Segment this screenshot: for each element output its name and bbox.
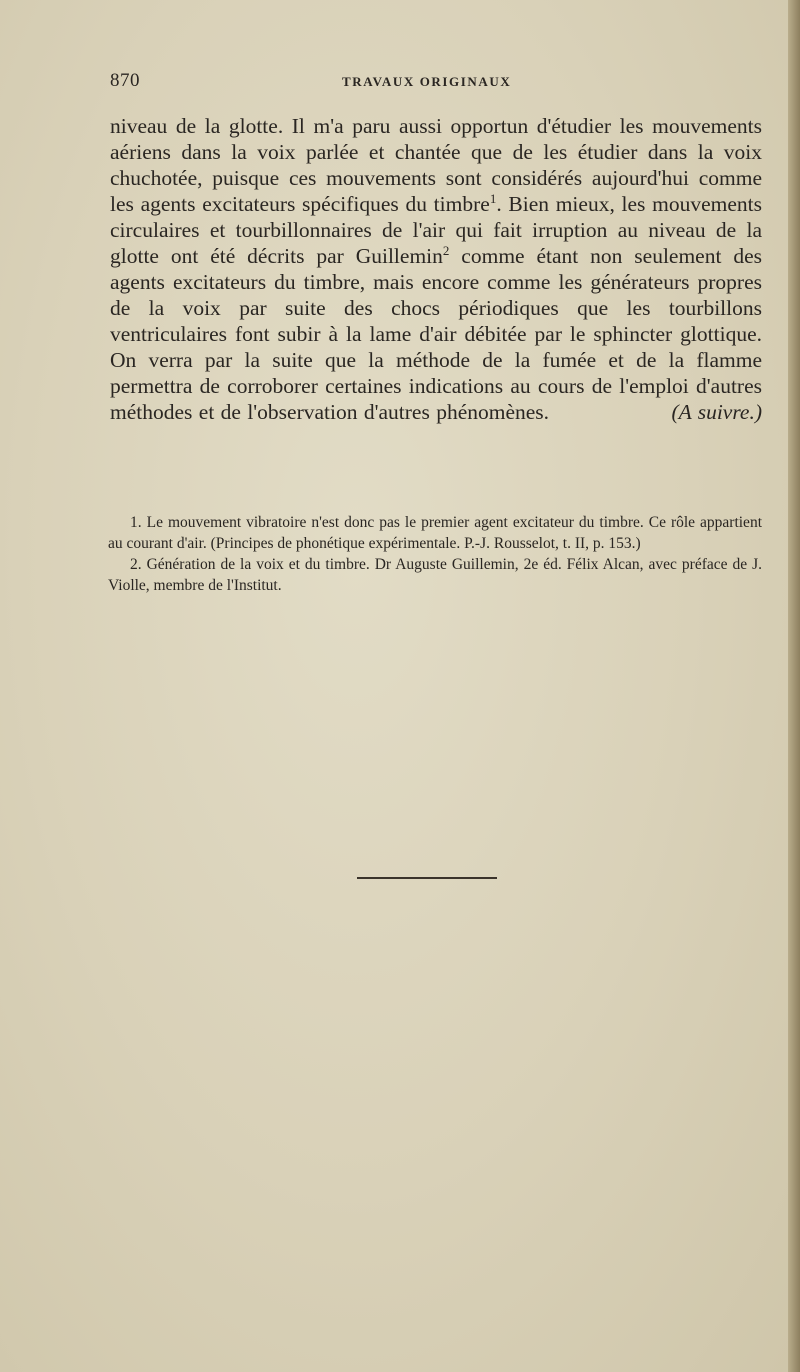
body-paragraph: [110, 113, 762, 425]
body-text-part-2: . Bien mieux, les mouvements circulaires et tourbillonnaires de l'air qui fait irruption au niveau de la glotte ont été décrits par Guillemin: [110, 192, 762, 268]
page-edge-shadow: [788, 0, 800, 1372]
footnote-ref-1[interactable]: 1: [489, 190, 497, 206]
page-number: 870: [110, 70, 140, 91]
section-divider: [357, 877, 497, 879]
page-header: [110, 70, 760, 100]
body-text-part-1: niveau de la glotte. Il m'a paru aussi opportun d'étudier les mouvements aériens dans la voix parlée et chantée que de les étudier dans la voix chuchotée, puisque ces mouvements sont considérés aujourd'hui comme les agents excitateurs spécifiques du timbre: [110, 114, 762, 216]
body-text-part-3: comme étant non seulement des agents excitateurs du timbre, mais encore comme les générateurs propres de la voix par suite des chocs périodiques que les tourbillons ventriculaires font subir à la lame d'air débitée par le sphincter glottique. On verra par la suite que la méthode de la fumée et de la flamme permettra de corroborer certaines indications au cours de l'emploi d'autres méthodes et de l'observation d'autres phénomènes.: [110, 244, 762, 424]
running-head: TRAVAUX ORIGINAUX: [342, 74, 512, 89]
to-be-continued: (A suivre.): [671, 400, 762, 424]
footnotes: [108, 512, 762, 596]
footnote-1: 1. Le mouvement vibratoire n'est donc pas le premier agent excitateur du timbre. Ce rôle appartient au courant d'air. (Principes de phonétique expérimentale. P.-J. Rousselot, t. II, p. 153.): [108, 514, 762, 552]
footnote-ref-2[interactable]: 2: [442, 242, 450, 258]
footnote-2: 2. Génération de la voix et du timbre. Dr Auguste Guillemin, 2e éd. Félix Alcan, avec préface de J. Violle, membre de l'Institut.: [108, 556, 762, 594]
